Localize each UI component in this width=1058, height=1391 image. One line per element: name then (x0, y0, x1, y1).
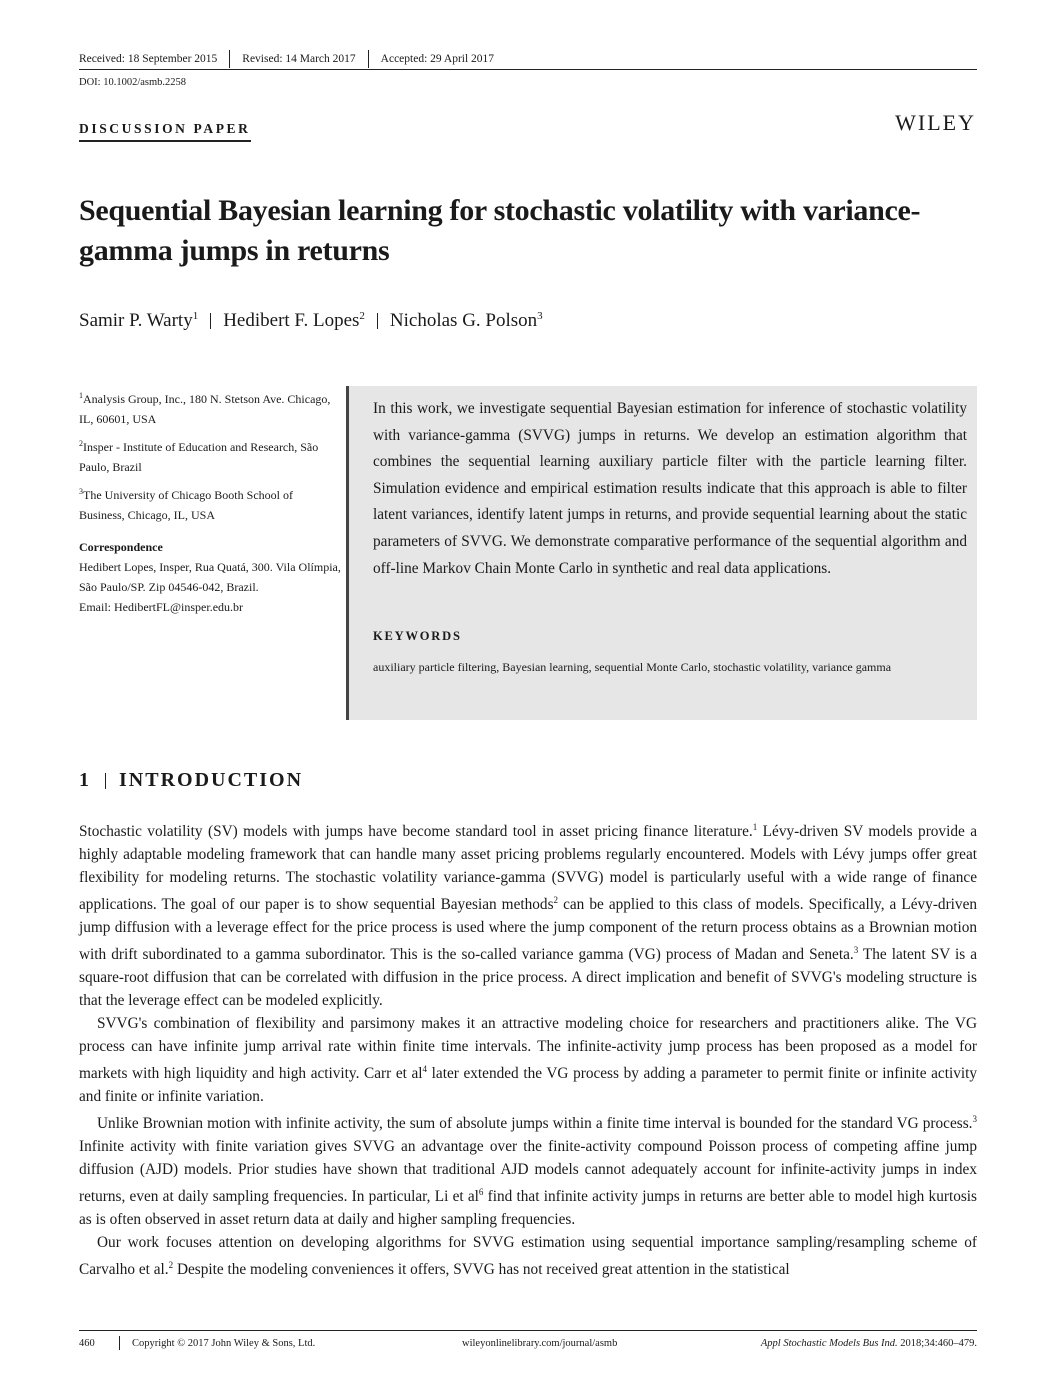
correspondence-email[interactable]: Email: HedibertFL@insper.edu.br (79, 600, 244, 614)
body-text (79, 816, 977, 1281)
affiliations-column (79, 386, 341, 617)
affiliation: $^2$Insper - Institute of Education and Research, São Paulo, Brazil (79, 439, 319, 474)
section-heading (79, 769, 303, 792)
footer-rule (79, 1330, 977, 1331)
doi[interactable]: DOI: 10.1002/asmb.2258 (79, 77, 187, 88)
citation-ref[interactable]: 2 (553, 895, 559, 905)
page-footer (79, 1336, 977, 1350)
divider (210, 313, 211, 329)
abstract-text: In this work, we investigate sequential Bayesian estimation for inference of stochastic volatility with variance-gamma (SVVG) jumps in returns. We develop an estimation algorithm that combines the sequential learning auxiliary particle filter with the particle learning filter. Simulation evidence and empirical estimation results indicate that this approach is able to filter latent variances, identify latent jumps in returns, and provide sequential learning about the static parameters of SVVG. We demonstrate comparative performance of the sequential algorithm and off-line Markov Chain Monte Carlo in synthetic and real data applications. (373, 400, 967, 577)
paragraph: SVVG's combination of flexibility and parsimony makes it an attractive modeling choice for researchers and practitioners alike. The VG process can have infinite jump arrival rate within finite time intervals. The infinite-activity jump process has been proposed as a model for markets with high liquidity and high activity. Carr et $al^4$ later extended the VG process by adding a parameter to permit finite or infinite activity and finite or infinite variation. (79, 1015, 977, 1105)
submission-dates (79, 50, 494, 68)
citation-ref[interactable]: 3 (853, 945, 859, 955)
header-rule (79, 69, 977, 70)
correspondence-heading: Correspondence (79, 540, 163, 554)
author-name[interactable]: Samir P. Warty$^1$ (79, 310, 199, 331)
divider (377, 313, 378, 329)
author-name[interactable]: Nicholas G. Polson$^3$ (389, 310, 543, 331)
journal-url[interactable]: wileyonlinelibrary.com/journal/asmb (462, 1337, 618, 1349)
revised-date: Revised: 14 March 2017 (242, 53, 356, 65)
divider (119, 1336, 120, 1350)
paper-title: Sequential Bayesian learning for stochastic volatility with variance-gamma jumps in returns (79, 194, 921, 267)
copyright: Copyright © 2017 John Wiley & Sons, Ltd. (132, 1337, 316, 1349)
page-number: 460 (79, 1337, 95, 1349)
paragraph: Unlike Brownian motion with infinite activity, the sum of absolute jumps within a finite time interval is bounded for the standard VG process.$^3$ Infinite activity with finite variation gives SVVG an advantage over the finite-activity compound Poisson process of competing affine jump diffusion (AJD) models. Prior studies have shown that traditional AJD models cannot adequately account for infinite-activity jumps in index returns, even at daily sampling frequencies. In particular, Li et $al^6$ find that infinite activity jumps in returns are better able to model high kurtosis as is often observed in asset return data at daily and higher sampling frequencies. (79, 1114, 977, 1228)
abstract-box (346, 386, 977, 720)
citation-ref[interactable]: 4 (422, 1064, 428, 1074)
affiliation: $^3$The University of Chicago Booth School of Business, Chicago, IL, USA (79, 487, 293, 522)
paragraph: Stochastic volatility (SV) models with jumps have become standard tool in asset pricing finance literature.$^1$ Lévy-driven SV models provide a highly adaptable modeling framework that can handle many asset pricing problems regularly encountered. Models with Lévy jumps offer great flexibility for modeling returns. The stochastic volatility variance-gamma (SVVG) model is particularly useful with a wide range of finance applications. The goal of our paper is to show sequential Bayesian methods$^2$ can be applied to this class of models. Specifically, a Lévy-driven jump diffusion with a leverage effect for the price process is used where the jump component of the return process obtains as a Brownian motion with drift subordinated to a gamma subordinator. This is the so-called variance gamma (VG) process of Madan and Seneta.$^3$ The latent SV is a square-root diffusion that can be correlated with diffusion in the price process. A direct implication and benefit of SVVG's modeling structure is that the leverage effect can be modeled explicitly. (79, 822, 978, 1009)
correspondence-address: Hedibert Lopes, Insper, Rua Quatá, 300. Vila Olímpia, São Paulo/SP. Zip 04546-042, Brazil. (79, 560, 341, 594)
divider (368, 50, 369, 68)
keywords-heading: KEYWORDS (373, 629, 462, 643)
author-list (79, 310, 543, 332)
affiliation: $^1$Analysis Group, Inc., 180 N. Stetson Ave. Chicago, IL, 60601, USA (79, 391, 331, 426)
author-name[interactable]: Hedibert F. Lopes$^2$ (223, 310, 365, 331)
citation-ref[interactable]: 6 (478, 1187, 484, 1197)
received-date: Received: 18 September 2015 (79, 53, 218, 65)
section-label: DISCUSSION PAPER (79, 121, 251, 142)
citation-ref[interactable]: 1 (752, 822, 758, 832)
publisher-logo: WILEY (895, 110, 976, 135)
journal-citation: Appl Stochastic Models Bus Ind. 2018;34:460–479. (760, 1337, 977, 1349)
section-number: 1 (79, 769, 91, 791)
divider (229, 50, 230, 68)
divider (105, 773, 106, 789)
section-title: INTRODUCTION (119, 769, 304, 791)
citation-ref[interactable]: 2 (168, 1260, 174, 1270)
citation-ref[interactable]: 3 (972, 1114, 977, 1124)
paragraph: Our work focuses attention on developing algorithms for SVVG estimation using sequential importance sampling/resampling scheme of Carvalho et al.$^2$ Despite the modeling conveniences it offers, SVVG has not received great attention in the statistical (79, 1234, 977, 1278)
accepted-date: Accepted: 29 April 2017 (380, 53, 495, 65)
keywords-text: auxiliary particle filtering, Bayesian learning, sequential Monte Carlo, stochastic volatility, variance gamma (373, 660, 892, 674)
